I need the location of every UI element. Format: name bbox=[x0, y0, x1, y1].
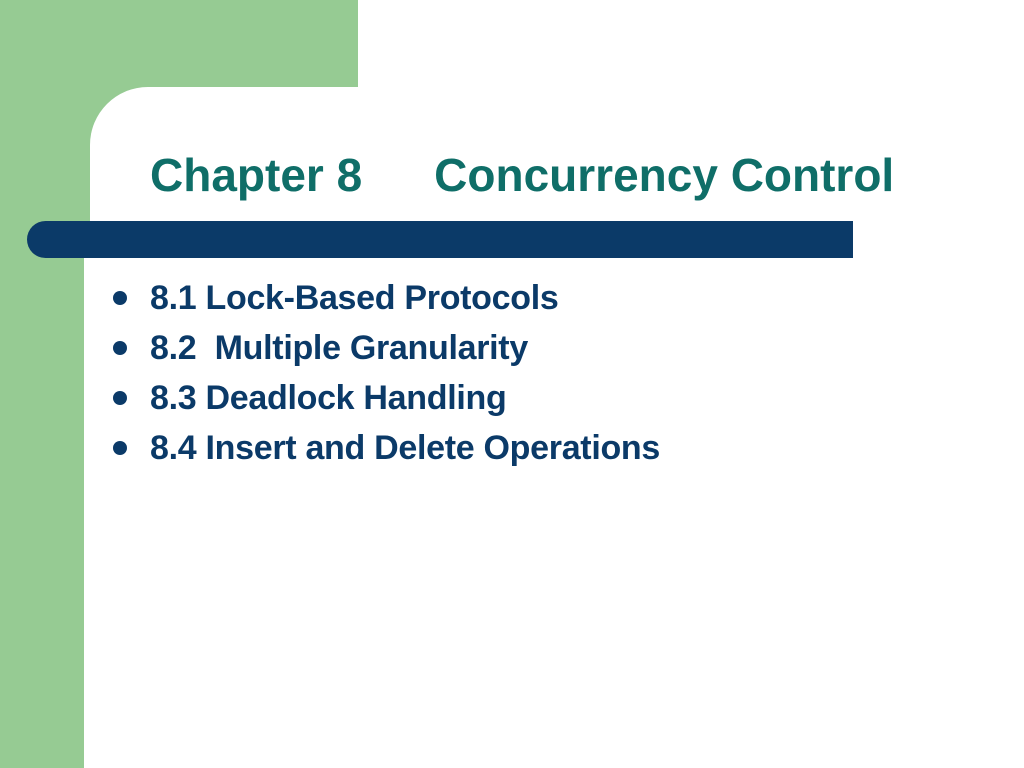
slide-title bbox=[150, 149, 895, 201]
list-item bbox=[113, 273, 660, 323]
list-item bbox=[113, 323, 660, 373]
bullet-dot-icon bbox=[113, 291, 127, 305]
list-item bbox=[113, 423, 660, 473]
outline-item-label: 8.4 Insert and Delete Operations bbox=[150, 429, 661, 467]
outline-item-label: 8.1 Lock-Based Protocols bbox=[150, 279, 559, 317]
title-chapter-number: Chapter 8 bbox=[150, 149, 363, 201]
outline-list bbox=[113, 273, 660, 473]
title-divider-bar bbox=[27, 221, 853, 258]
bullet-dot-icon bbox=[113, 341, 127, 355]
bullet-dot-icon bbox=[113, 441, 127, 455]
outline-item-label: 8.3 Deadlock Handling bbox=[150, 379, 507, 417]
green-left-strip bbox=[0, 0, 84, 768]
title-subject: Concurrency Control bbox=[434, 149, 895, 201]
list-item bbox=[113, 373, 660, 423]
outline-item-label: 8.2 Multiple Granularity bbox=[150, 329, 528, 367]
bullet-dot-icon bbox=[113, 391, 127, 405]
